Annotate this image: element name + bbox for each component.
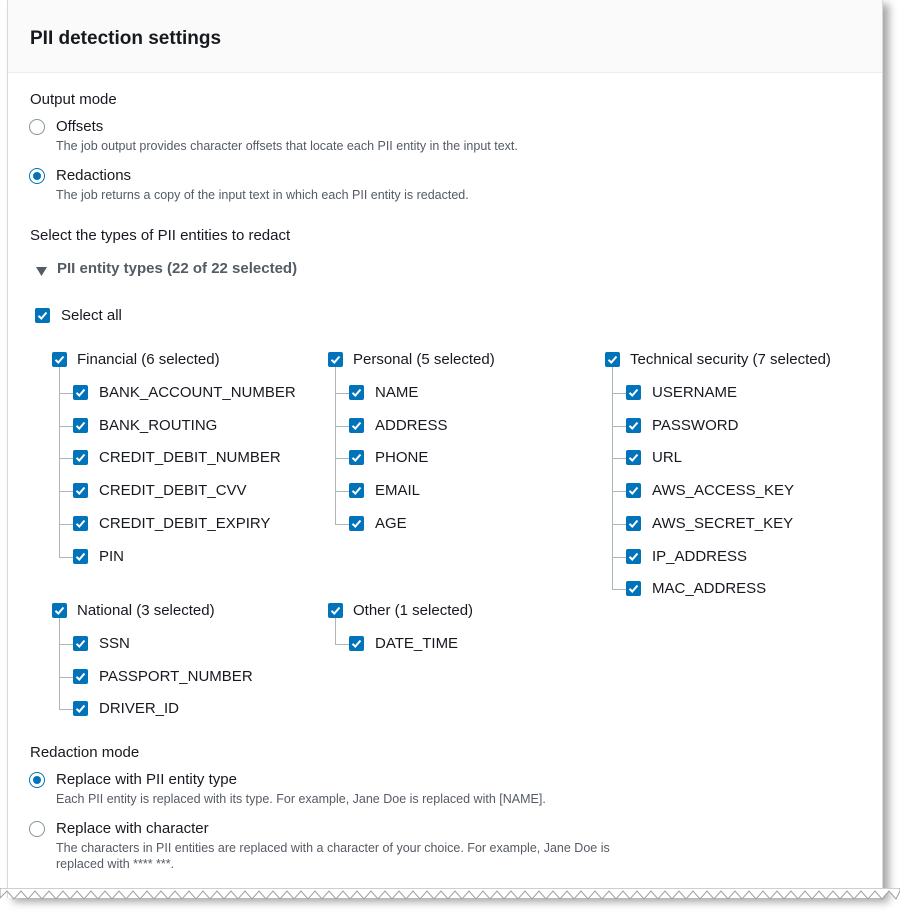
entity-checkbox-url[interactable]: [626, 450, 641, 465]
replace-character-label[interactable]: Replace with character: [56, 820, 209, 837]
entity-checkbox-name[interactable]: [349, 385, 364, 400]
output-mode-label: Output mode: [30, 91, 117, 108]
entity-checkbox-username[interactable]: [626, 385, 641, 400]
financial-tree-line: [59, 367, 60, 557]
tree-branch: [612, 589, 626, 590]
entity-checkbox-email[interactable]: [349, 483, 364, 498]
replace-character-description-1: The characters in PII entities are replaced with a character of your choice. For example, Jane Doe is: [56, 841, 610, 855]
entity-label-pin[interactable]: PIN: [99, 548, 125, 565]
entity-checkbox-aws-secret-key[interactable]: [626, 516, 641, 531]
caret-down-icon[interactable]: [36, 264, 47, 282]
entity-checkbox-passport-number[interactable]: [73, 669, 88, 684]
select-all-label[interactable]: Select all: [61, 307, 122, 324]
tree-branch: [335, 491, 349, 492]
panel-title: PII detection settings: [30, 28, 222, 49]
entity-checkbox-aws-access-key[interactable]: [626, 483, 641, 498]
entity-label-date-time[interactable]: DATE_TIME: [375, 635, 459, 652]
entity-checkbox-credit-debit-number[interactable]: [73, 450, 88, 465]
entity-checkbox-credit-debit-cvv[interactable]: [73, 483, 88, 498]
tree-branch: [59, 491, 73, 492]
entity-label-phone[interactable]: PHONE: [375, 449, 429, 466]
tree-branch: [612, 426, 626, 427]
entity-checkbox-phone[interactable]: [349, 450, 364, 465]
entity-label-credit-debit-number[interactable]: CREDIT_DEBIT_NUMBER: [99, 449, 281, 466]
entity-label-username[interactable]: USERNAME: [652, 384, 738, 401]
entity-label-credit-debit-cvv[interactable]: CREDIT_DEBIT_CVV: [99, 482, 247, 499]
national-group-checkbox[interactable]: [52, 603, 67, 618]
personal-group-label[interactable]: Personal (5 selected): [353, 351, 495, 368]
tree-branch: [612, 458, 626, 459]
redactions-description: The job returns a copy of the input text in which each PII entity is redacted.: [56, 188, 469, 202]
national-tree-line: [59, 618, 60, 710]
entity-checkbox-driver-id[interactable]: [73, 701, 88, 716]
entity-label-ssn[interactable]: SSN: [99, 635, 130, 652]
tree-branch: [612, 524, 626, 525]
tree-branch: [335, 426, 349, 427]
offsets-radio[interactable]: [29, 119, 45, 135]
entity-label-age[interactable]: AGE: [375, 515, 407, 532]
entity-label-email[interactable]: EMAIL: [375, 482, 421, 499]
entity-label-bank-account-number[interactable]: BANK_ACCOUNT_NUMBER: [99, 384, 296, 401]
personal-group-checkbox[interactable]: [328, 352, 343, 367]
tree-branch: [335, 644, 349, 645]
tree-branch: [59, 677, 73, 678]
tree-branch: [59, 458, 73, 459]
personal-tree-line: [335, 367, 336, 525]
entity-label-credit-debit-expiry[interactable]: CREDIT_DEBIT_EXPIRY: [99, 515, 271, 532]
tree-branch: [59, 557, 73, 558]
tree-branch: [59, 709, 73, 710]
tree-branch: [612, 393, 626, 394]
torn-edge-decoration: [0, 888, 900, 916]
entity-checkbox-date-time[interactable]: [349, 636, 364, 651]
entity-checkbox-credit-debit-expiry[interactable]: [73, 516, 88, 531]
entity-label-address[interactable]: ADDRESS: [375, 417, 448, 434]
entity-label-name[interactable]: NAME: [375, 384, 419, 401]
entity-checkbox-password[interactable]: [626, 418, 641, 433]
tree-branch: [612, 557, 626, 558]
entity-label-url[interactable]: URL: [652, 449, 683, 466]
redaction-mode-label: Redaction mode: [30, 744, 140, 761]
entity-label-password[interactable]: PASSWORD: [652, 417, 739, 434]
redactions-radio[interactable]: [29, 168, 45, 184]
entity-label-mac-address[interactable]: MAC_ADDRESS: [652, 580, 767, 597]
entity-checkbox-ip-address[interactable]: [626, 549, 641, 564]
tree-branch: [59, 426, 73, 427]
replace-entity-type-radio[interactable]: [29, 772, 45, 788]
financial-group-checkbox[interactable]: [52, 352, 67, 367]
tree-branch: [59, 644, 73, 645]
tree-branch: [612, 491, 626, 492]
tree-branch: [335, 393, 349, 394]
offsets-description: The job output provides character offsets that locate each PII entity in the input text.: [56, 139, 518, 153]
tree-branch: [59, 393, 73, 394]
entity-label-aws-secret-key[interactable]: AWS_SECRET_KEY: [652, 515, 794, 532]
entity-label-aws-access-key[interactable]: AWS_ACCESS_KEY: [652, 482, 794, 499]
technical-group-checkbox[interactable]: [605, 352, 620, 367]
other-tree-line: [335, 618, 336, 644]
select-all-checkbox[interactable]: [35, 308, 50, 323]
entity-types-expander[interactable]: PII entity types (22 of 22 selected): [57, 260, 298, 277]
replace-entity-type-label[interactable]: Replace with PII entity type: [56, 771, 237, 788]
tree-branch: [335, 524, 349, 525]
tree-branch: [59, 524, 73, 525]
entity-label-passport-number[interactable]: PASSPORT_NUMBER: [99, 668, 253, 685]
panel-header: [8, 0, 882, 73]
other-group-checkbox[interactable]: [328, 603, 343, 618]
tree-branch: [335, 458, 349, 459]
other-group-label[interactable]: Other (1 selected): [353, 602, 474, 619]
replace-character-radio[interactable]: [29, 821, 45, 837]
replace-character-description-2: replaced with **** ***.: [56, 857, 175, 871]
national-group-label[interactable]: National (3 selected): [77, 602, 215, 619]
entity-checkbox-age[interactable]: [349, 516, 364, 531]
replace-entity-type-description: Each PII entity is replaced with its type. For example, Jane Doe is replaced with [NAME].: [56, 792, 546, 806]
entity-types-label: Select the types of PII entities to redact: [30, 227, 291, 244]
entity-checkbox-bank-routing[interactable]: [73, 418, 88, 433]
technical-group-label[interactable]: Technical security (7 selected): [630, 351, 831, 368]
entity-checkbox-pin[interactable]: [73, 549, 88, 564]
entity-label-bank-routing[interactable]: BANK_ROUTING: [99, 417, 218, 434]
entity-checkbox-ssn[interactable]: [73, 636, 88, 651]
offsets-label[interactable]: Offsets: [56, 118, 104, 135]
entity-label-ip-address[interactable]: IP_ADDRESS: [652, 548, 748, 565]
financial-group-label[interactable]: Financial (6 selected): [77, 351, 220, 368]
entity-checkbox-address[interactable]: [349, 418, 364, 433]
entity-label-driver-id[interactable]: DRIVER_ID: [99, 700, 180, 717]
entity-checkbox-mac-address[interactable]: [626, 581, 641, 596]
entity-checkbox-bank-account-number[interactable]: [73, 385, 88, 400]
redactions-label[interactable]: Redactions: [56, 167, 132, 184]
